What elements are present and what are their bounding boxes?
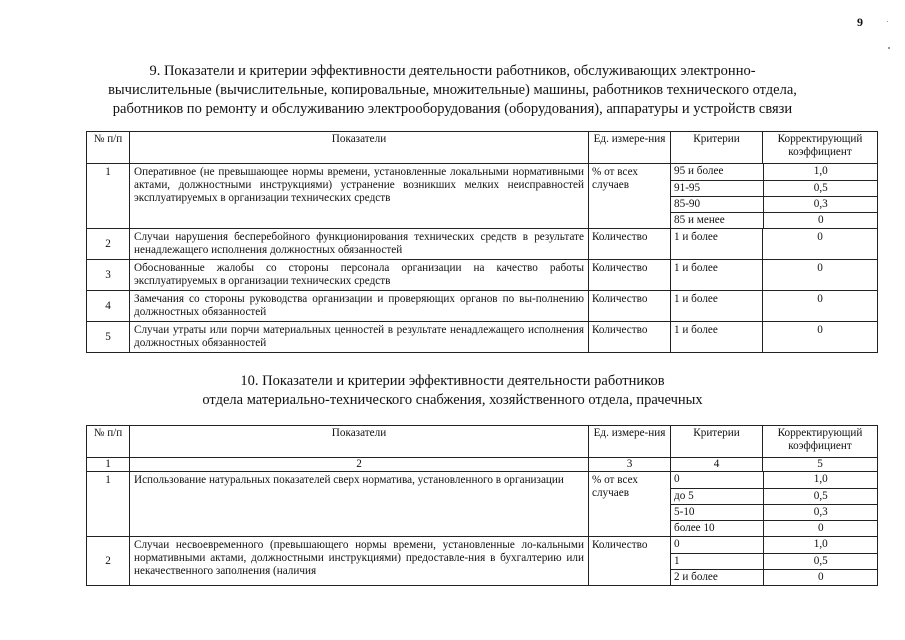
section-9-title-line: работников по ремонту и обслуживанию электрооборудования (оборудования), аппаратуры и устройств связи	[112, 101, 793, 117]
row-unit: % от всех случаев	[589, 472, 671, 537]
section-9-title	[0, 62, 905, 119]
row-indicator: Использование натуральных показателей сверх норматива, установленного в организации	[130, 472, 589, 537]
header-indicators: Показатели	[130, 132, 589, 164]
section-9-title-line: 9. Показатели и критерии эффективности деятельности работников, обслуживающих электронно-	[149, 63, 756, 79]
table-row	[87, 229, 878, 260]
row-unit: Количество	[589, 537, 671, 586]
coefficient: 1,0	[763, 164, 878, 180]
row-indicator: Случаи несвоевременного (превышающего нормы времени, установленные ло-кальными нормативными актами, должностными инструкциями) предоставле-ния в бухгалтерию или некачественного заполнения (наличия	[130, 537, 589, 586]
row-criterion: 1 и более	[671, 291, 763, 322]
row-indicator: Оперативное (не превышающее нормы времени, установленные локальными нормативными актами, должностными инструкциями) устранение возникших мелких неисправностей эксплуатируемых в организации технических средств	[130, 164, 589, 229]
criteria-row	[671, 196, 878, 212]
header-unit: Ед. измере-ния	[589, 132, 671, 164]
criteria-row	[671, 520, 878, 536]
coefficient: 0,5	[763, 553, 878, 569]
column-number: 5	[763, 458, 878, 472]
section-9-table	[86, 131, 878, 353]
section-9-title-line: вычислительные (вычислительные, копировальные, множительные) машины, работников технического отдела,	[108, 82, 797, 98]
criterion: 85-90	[671, 196, 763, 212]
column-number-row	[87, 458, 878, 472]
header-num: № п/п	[87, 132, 130, 164]
coefficient: 0	[817, 570, 824, 583]
table-header-row	[87, 132, 878, 164]
table-row	[87, 537, 878, 586]
column-number: 3	[589, 458, 671, 472]
criterion: 85 и менее	[671, 212, 763, 228]
row-num: 1	[87, 472, 130, 537]
criterion: 5-10	[671, 504, 763, 520]
section-10-title-line: 10. Показатели и критерии эффективности деятельности работников	[240, 373, 665, 389]
criteria-block	[671, 537, 878, 586]
criteria-row	[671, 537, 878, 553]
criteria-row	[671, 504, 878, 520]
criteria-row	[671, 569, 878, 585]
column-number: 2	[130, 458, 589, 472]
criteria-block	[671, 164, 878, 229]
scan-speck	[888, 47, 890, 49]
row-num: 4	[87, 291, 130, 322]
criteria-block	[671, 472, 878, 537]
criterion: более 10	[671, 520, 763, 536]
criterion: 95 и более	[671, 164, 763, 180]
row-coefficient: 0	[763, 291, 878, 322]
criterion: 91-95	[671, 180, 763, 196]
table-header-row	[87, 426, 878, 458]
criteria-row	[671, 553, 878, 569]
criteria-subtable	[671, 164, 878, 228]
row-coefficient: 0	[763, 229, 878, 260]
row-indicator: Случаи утраты или порчи материальных ценностей в результате ненадлежащего исполнения должностных обязанностей	[130, 322, 589, 353]
coefficient: 1,0	[763, 472, 878, 488]
criterion: 0	[671, 537, 763, 553]
row-criterion: 1 и более	[671, 260, 763, 291]
row-unit: Количество	[589, 260, 671, 291]
criteria-row	[671, 488, 878, 504]
row-criterion: 1 и более	[671, 229, 763, 260]
row-coefficient: 0	[763, 322, 878, 353]
criteria-row	[671, 164, 878, 180]
table-row	[87, 260, 878, 291]
criterion: 0	[671, 472, 763, 488]
criteria-row	[671, 180, 878, 196]
header-num: № п/п	[87, 426, 130, 458]
section-10-title-line: отдела материально-технического снабжения, хозяйственного отдела, прачечных	[202, 392, 703, 408]
coefficient: 0,5	[763, 180, 878, 196]
criteria-subtable	[671, 537, 878, 585]
coefficient: 0	[817, 521, 824, 534]
row-num: 3	[87, 260, 130, 291]
row-unit: Количество	[589, 291, 671, 322]
section-10-table	[86, 425, 878, 586]
table-row	[87, 291, 878, 322]
row-criterion: 1 и более	[671, 322, 763, 353]
criterion: до 5	[671, 488, 763, 504]
header-indicators: Показатели	[130, 426, 589, 458]
coefficient: 1,0	[763, 537, 878, 553]
criterion: 2 и более	[671, 569, 763, 585]
row-num: 5	[87, 322, 130, 353]
row-unit: % от всех случаев	[589, 164, 671, 229]
row-num: 2	[87, 537, 130, 586]
header-coef: Корректирующий коэффициент	[763, 132, 878, 164]
column-number: 1	[87, 458, 130, 472]
coefficient: 0,5	[763, 488, 878, 504]
header-criteria: Критерии	[671, 132, 763, 164]
coefficient: 0,3	[763, 196, 878, 212]
row-num: 2	[87, 229, 130, 260]
table-row	[87, 164, 878, 229]
scan-speck	[887, 21, 888, 22]
criteria-row	[671, 472, 878, 488]
header-coef: Корректирующий коэффициент	[763, 426, 878, 458]
section-10-title	[0, 372, 905, 410]
criteria-row	[671, 212, 878, 228]
row-indicator: Случаи нарушения бесперебойного функционирования технических средств в результате ненадлежащего исполнения должностных обязанностей	[130, 229, 589, 260]
row-num: 1	[87, 164, 130, 229]
table-row	[87, 322, 878, 353]
coefficient: 0,3	[763, 504, 878, 520]
column-number: 4	[671, 458, 763, 472]
header-criteria: Критерии	[671, 426, 763, 458]
row-indicator: Замечания со стороны руководства организации и проверяющих органов по вы-полнению должностных обязанностей	[130, 291, 589, 322]
header-unit: Ед. измере-ния	[589, 426, 671, 458]
table-row	[87, 472, 878, 537]
criteria-subtable	[671, 472, 878, 536]
page-number: 9	[857, 15, 863, 29]
row-indicator: Обоснованные жалобы со стороны персонала организации на качество работы эксплуатируемых в организации технических средств	[130, 260, 589, 291]
criterion: 1	[671, 553, 763, 569]
row-unit: Количество	[589, 229, 671, 260]
row-unit: Количество	[589, 322, 671, 353]
coefficient: 0	[817, 213, 824, 226]
row-coefficient: 0	[763, 260, 878, 291]
